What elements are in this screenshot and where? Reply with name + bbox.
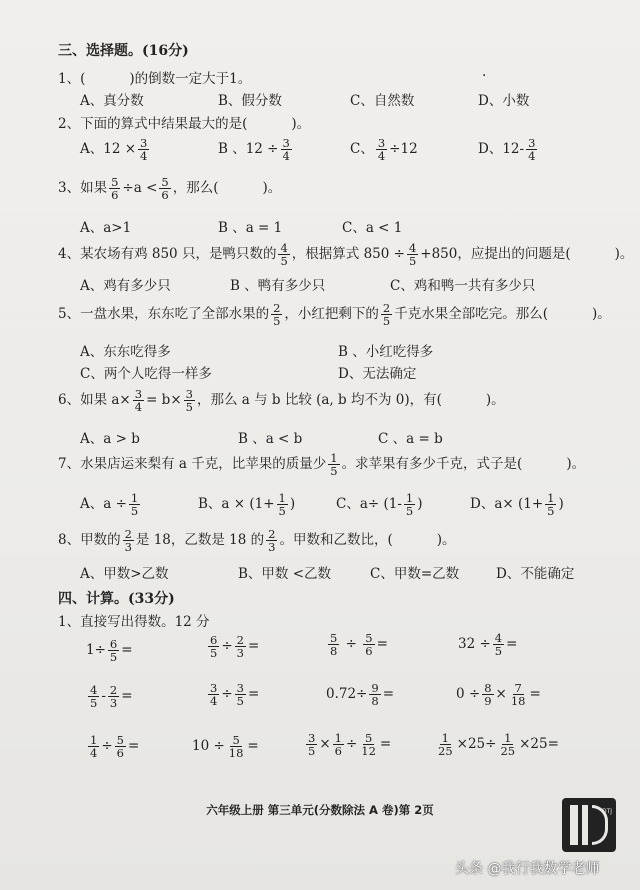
calc-r3-4: $\frac{1}{25}$ ×25÷ $\frac{1}{25}$ ×25= — [438, 731, 559, 758]
question-7: 7、水果店运来梨有 a 千克，比苹果的质量少 $\frac{1}{5}$ 。求苹果有多少千克，式子是( )。 — [58, 451, 586, 478]
q8-option-b: B、甲数 <乙数 — [238, 566, 332, 582]
q2-option-b: B 、12 ÷ $\frac{3}{4}$ — [218, 136, 290, 163]
q7-option-c: C、a÷ (1- $\frac{1}{5}$ ) — [336, 491, 423, 518]
question-2: 2、下面的算式中结果最大的是( )。 — [58, 116, 311, 132]
q8-option-a: A、甲数>乙数 — [80, 566, 169, 582]
calc-r1-2: $\frac{6}{5}$ ÷ $\frac{2}{3}$ = — [210, 633, 260, 660]
question-6: 6、如果 a× $\frac{3}{4}$ = b× $\frac{3}{5}$ ，那么 a 与 b 比较 (a, b 均不为 0)，有( )。 — [58, 387, 505, 414]
q8-option-c: C、甲数=乙数 — [370, 566, 460, 582]
question-1: 1、( )的倒数一定大于1。 — [58, 71, 252, 87]
question-5: 5、一盘水果，东东吃了全部水果的 $\frac{2}{5}$ ，小红把剩下的 $\frac{2}{5}$ 千克水果全部吃完。那么( )。 — [58, 301, 611, 328]
logo-text: DTJ — [602, 808, 613, 815]
section-4-title: 四、计算。(33分) — [58, 591, 175, 607]
section-4-subtitle: 1、直接写出得数。12 分 — [58, 614, 210, 630]
page-footer: 六年级上册 第三单元(分数除法 A 卷)第 2页 — [206, 803, 434, 817]
q4-option-b: B 、鸭有多少只 — [230, 278, 326, 294]
q4-option-c: C、鸡和鸭一共有多少只 — [390, 278, 536, 294]
q6-option-c: C 、a = b — [378, 431, 443, 447]
q4-option-a: A、鸡有多少只 — [80, 278, 171, 294]
calc-r3-2: 10 ÷ $\frac{5}{18}$ = — [192, 733, 259, 760]
calc-r1-1: 1÷ $\frac{6}{5}$ = — [86, 637, 133, 664]
q7-option-d: D、a× (1+ $\frac{1}{5}$ ) — [470, 491, 564, 518]
question-3: 3、如果 $\frac{5}{6}$ ÷a < $\frac{5}{6}$ ，那么( )。 — [58, 175, 282, 202]
calc-r1-3: $\frac{5}{8}$ ÷ $\frac{5}{6}$ = — [330, 631, 388, 658]
q5-option-a: A、东东吃得多 — [80, 344, 171, 360]
q5-option-d: D、无法确定 — [338, 366, 417, 382]
q1-option-b: B、假分数 — [218, 93, 282, 109]
q2-option-c: C、 $\frac{3}{4}$ ÷12 — [350, 136, 418, 163]
q7-option-b: B、a × (1+ $\frac{1}{5}$ ) — [198, 491, 296, 518]
q2-option-a: A、12 × $\frac{3}{4}$ — [80, 136, 148, 163]
q3-option-b: B 、a = 1 — [218, 220, 283, 236]
q8-option-d: D、不能确定 — [496, 566, 575, 582]
q1-option-d: D、小数 — [478, 93, 530, 109]
q7-option-a: A、a ÷ $\frac{1}{5}$ — [80, 491, 139, 518]
q5-option-c: C、两个人吃得一样多 — [80, 366, 212, 382]
calc-r2-2: $\frac{3}{4}$ ÷ $\frac{3}{5}$ = — [210, 681, 260, 708]
calc-r3-1: $\frac{1}{4}$ ÷ $\frac{5}{6}$ = — [90, 733, 140, 760]
section-3-title: 三、选择题。(16分) — [58, 43, 189, 59]
dtj-logo — [562, 798, 616, 852]
calc-r3-3: $\frac{3}{5}$ × $\frac{1}{6}$ ÷ $\frac{5}{12}$ = — [308, 731, 392, 758]
q3-option-a: A、a>1 — [80, 220, 132, 236]
calc-r2-4: 0 ÷ $\frac{8}{9}$ × $\frac{7}{18}$ = — [456, 681, 541, 708]
dot-mark: . — [482, 64, 487, 80]
question-4: 4、某农场有鸡 850 只，是鸭只数的 $\frac{4}{5}$ ，根据算式 850 ÷ $\frac{4}{5}$ +850，应提出的问题是( )。 — [58, 241, 634, 268]
q2-option-d: D、12- $\frac{3}{4}$ — [478, 136, 536, 163]
q1-option-c: C、自然数 — [350, 93, 415, 109]
calc-r1-4: 32 ÷ $\frac{4}{5}$ = — [458, 631, 518, 658]
watermark: 头条 @我行我数学老师 — [455, 861, 600, 877]
q1-option-a: A、真分数 — [80, 93, 144, 109]
q6-option-a: A、a > b — [80, 431, 140, 447]
q5-option-b: B 、小红吃得多 — [338, 344, 434, 360]
q6-option-b: B 、a < b — [238, 431, 303, 447]
calc-r2-3: 0.72÷ $\frac{9}{8}$ = — [326, 681, 395, 708]
calc-r2-1: $\frac{4}{5}$ - $\frac{2}{3}$ = — [90, 683, 133, 710]
question-8: 8、甲数的 $\frac{2}{3}$ 是 18，乙数是 18 的 $\frac{2}{3}$ 。甲数和乙数比，( )。 — [58, 527, 456, 554]
q3-option-c: C、a < 1 — [342, 220, 403, 236]
